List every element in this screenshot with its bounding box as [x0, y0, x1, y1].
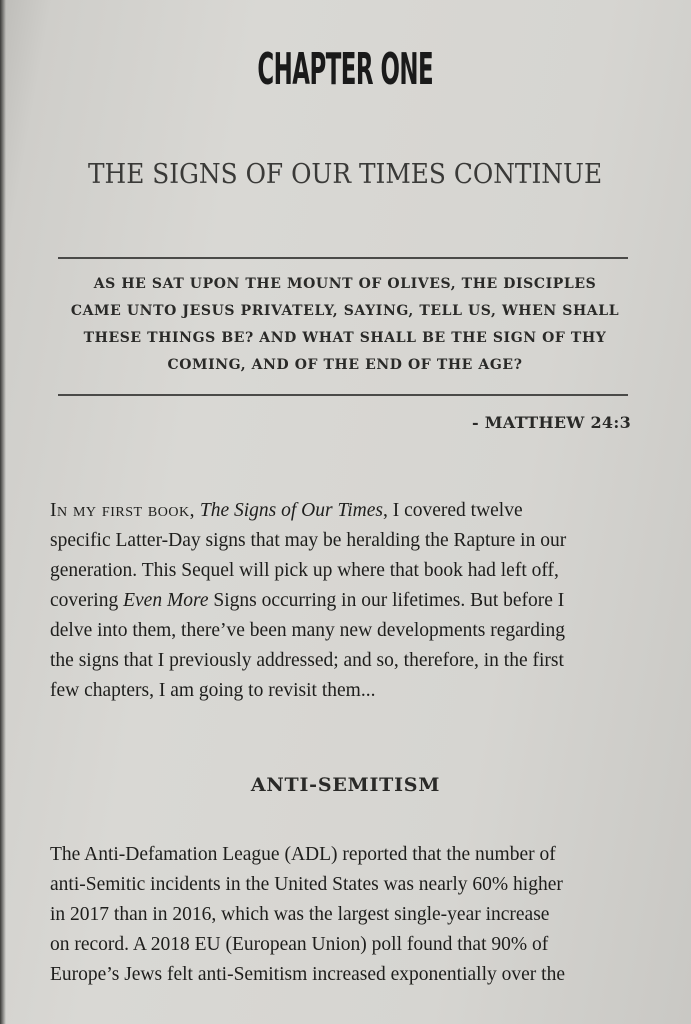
intro-line: few chapters, I am going to revisit them...	[50, 680, 376, 701]
epigraph-top-rule	[58, 257, 628, 259]
chapter-title: THE SIGNS OF OUR TIMES CONTINUE	[87, 159, 603, 190]
intro-line: generation. This Sequel will pick up where that book had left off,	[50, 560, 559, 581]
epigraph-bottom-rule	[58, 394, 628, 396]
section-heading-text: ANTI-SEMITISM	[250, 774, 441, 796]
intro-lead-in: In my first book,	[50, 500, 195, 521]
section-heading	[0, 769, 691, 801]
epigraph-line: AS HE SAT UPON THE MOUNT OF OLIVES, THE DISCIPLES	[93, 276, 597, 292]
intro-line1-rest: , I covered twelve	[382, 500, 523, 521]
section-line: in 2017 than in 2016, which was the largest single-year increase	[50, 904, 550, 925]
epigraph-line: COMING, AND OF THE END OF THE AGE?	[167, 357, 523, 373]
intro-line4-post: Signs occurring in our lifetimes. But before I	[208, 590, 565, 611]
intro-line: delve into them, there’ve been many new developments regarding	[50, 620, 565, 641]
book-title: The Signs of Our Times	[199, 500, 383, 521]
intro-line	[50, 586, 650, 616]
epigraph-citation: - MATTHEW 24:3	[471, 413, 631, 432]
section-line: anti-Semitic incidents in the United States was nearly 60% higher	[50, 874, 563, 895]
epigraph-line: THESE THINGS BE? AND WHAT SHALL BE THE SIGN OF THY	[83, 330, 607, 346]
intro-line	[50, 496, 650, 526]
section-line: Europe’s Jews felt anti-Semitism increased exponentially over the	[50, 964, 565, 985]
epigraph-line: CAME UNTO JESUS PRIVATELY, SAYING, TELL US, WHEN SHALL	[70, 303, 620, 319]
intro-line: specific Latter-Day signs that may be heralding the Rapture in our	[50, 530, 567, 551]
section-line: on record. A 2018 EU (European Union) poll found that 90% of	[50, 934, 549, 955]
intro-paragraph	[50, 496, 650, 706]
epigraph-quote	[40, 271, 650, 379]
intro-line: the signs that I previously addressed; and so, therefore, in the first	[50, 650, 564, 671]
intro-line4-pre: covering	[50, 590, 124, 611]
section-paragraph	[50, 840, 650, 990]
intro-emphasis: Even More	[123, 590, 209, 611]
chapter-label: CHAPTER ONE	[257, 44, 434, 95]
section-line: The Anti-Defamation League (ADL) reported that the number of	[50, 844, 556, 865]
